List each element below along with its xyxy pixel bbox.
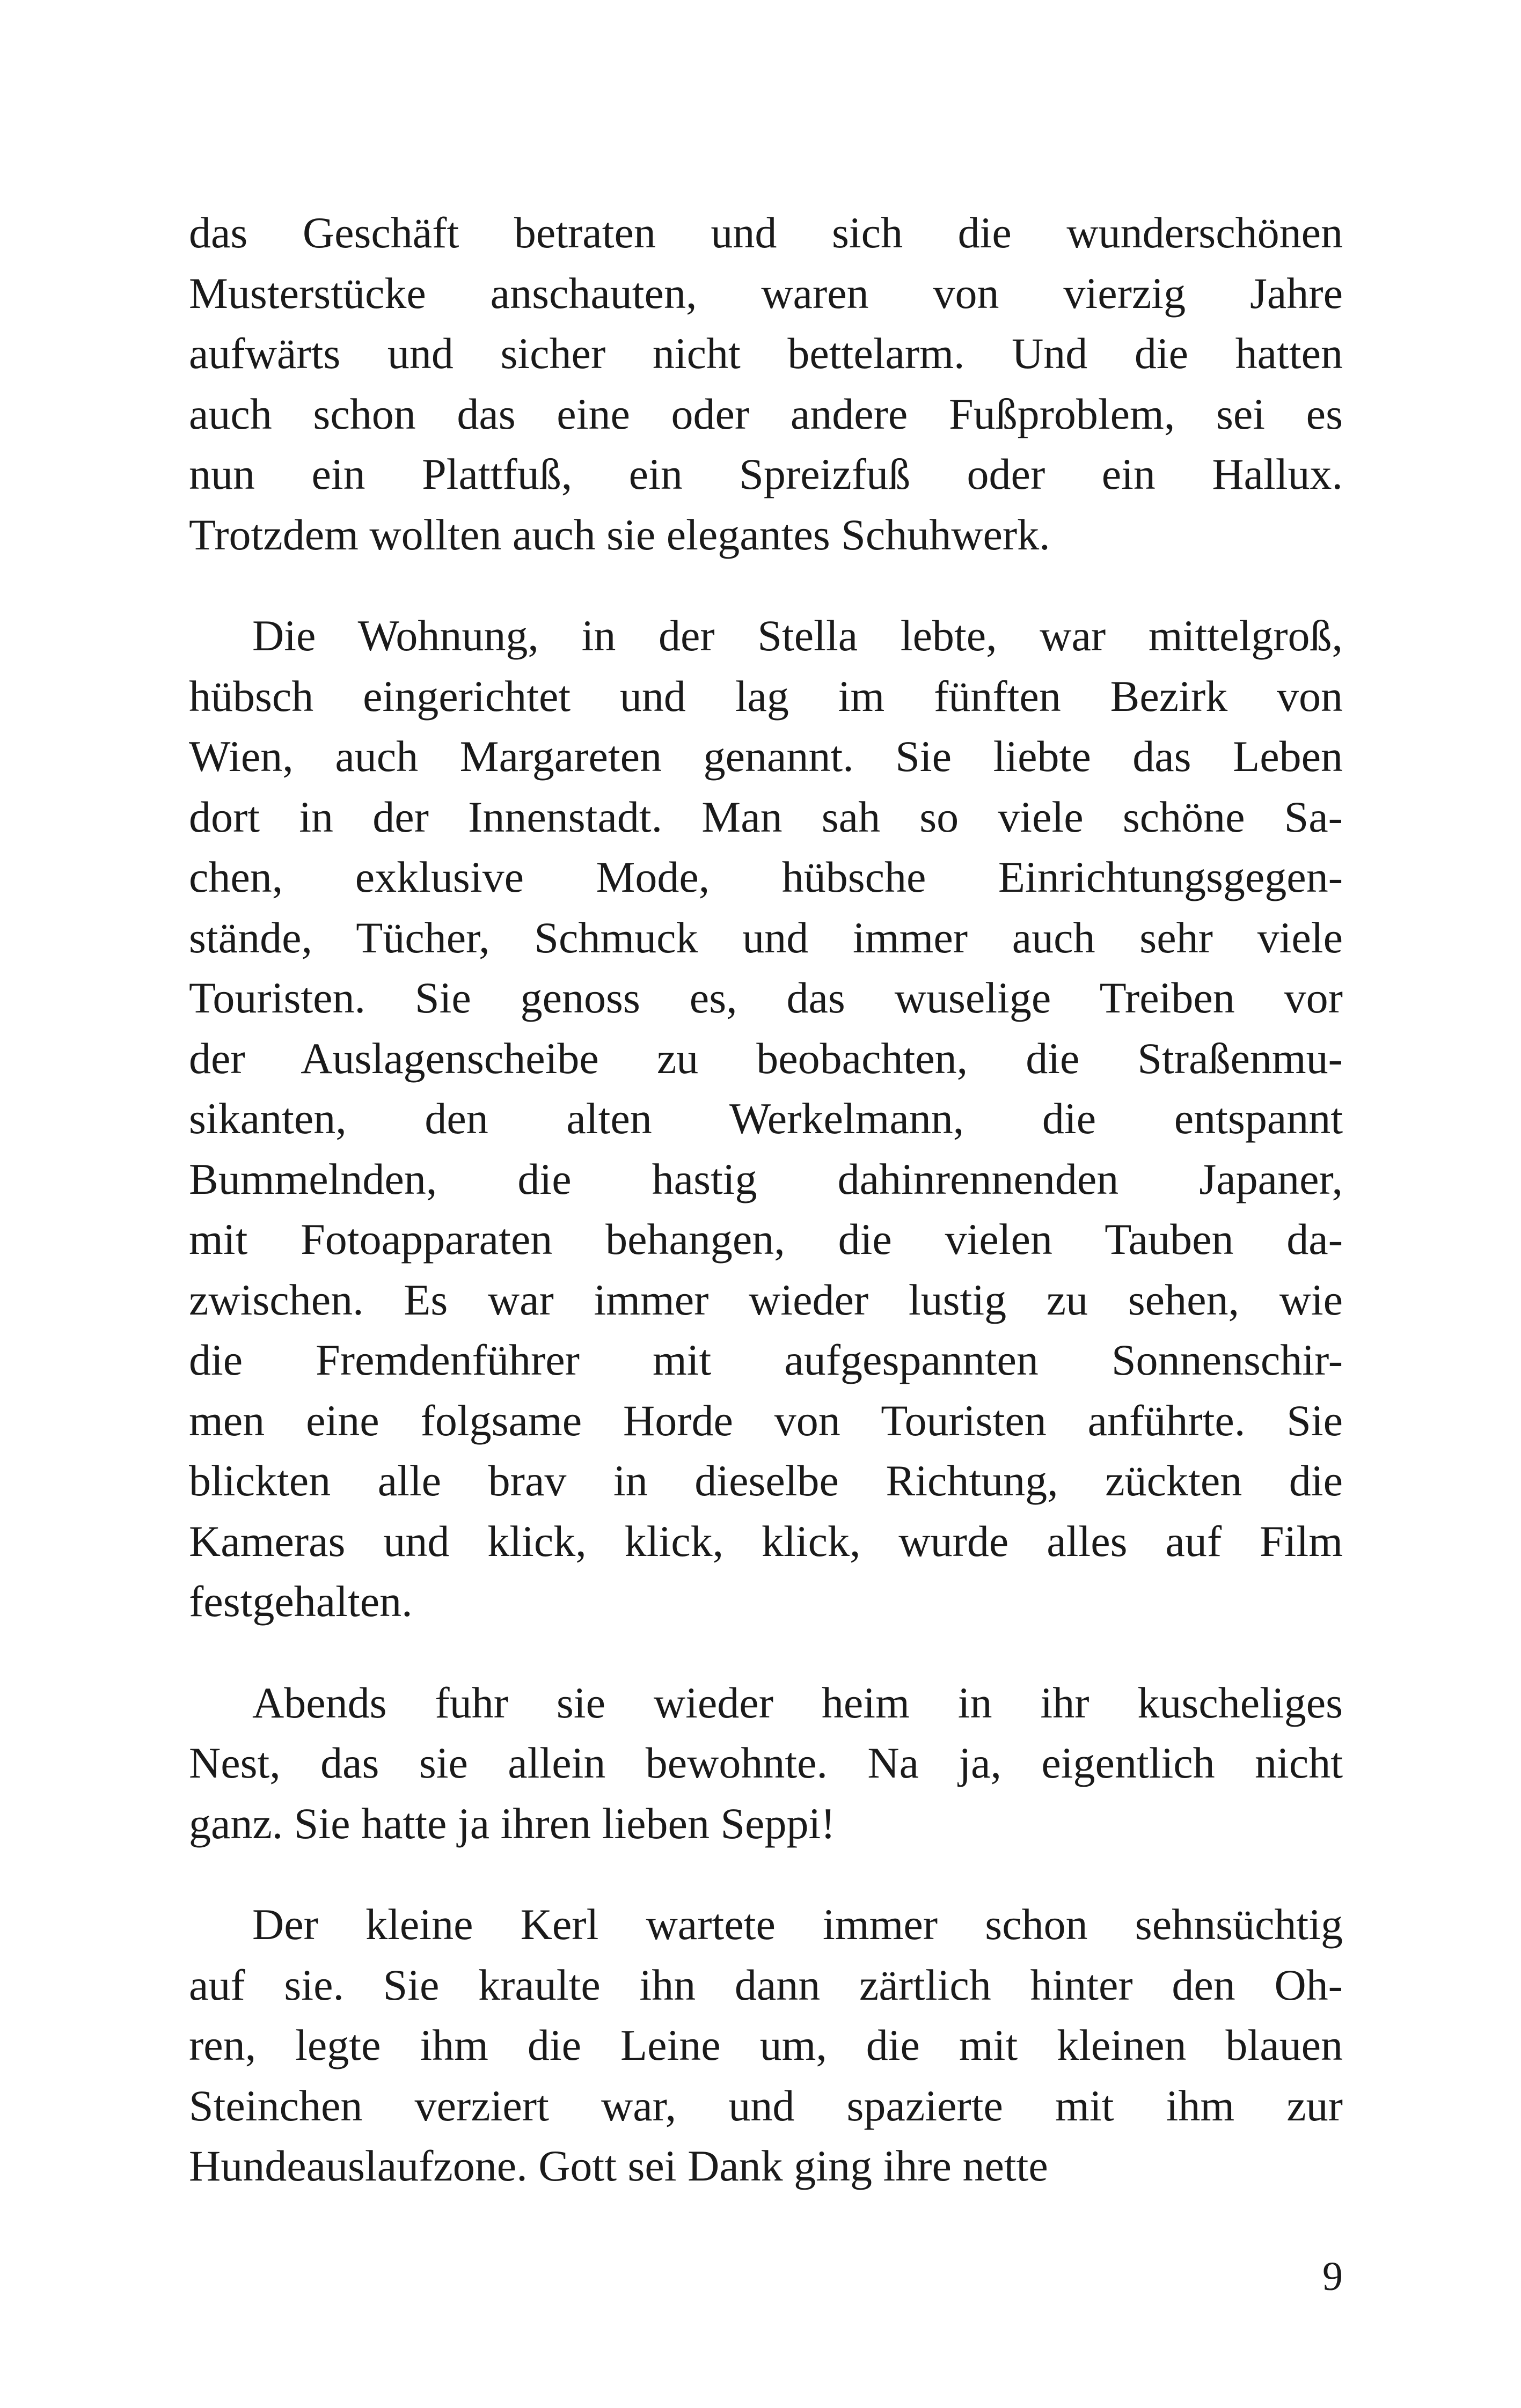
text-line: Hundeauslaufzone. Gott sei Dank ging ihre nette — [189, 2141, 1048, 2190]
text-line: Nest, das sie allein bewohnte. Na ja, eigentlich nicht — [189, 1738, 1343, 1787]
paragraph-spacer — [189, 565, 1343, 606]
text-line: sikanten, den alten Werkelmann, die entspannt — [189, 1094, 1343, 1143]
text-line: ren, legte ihm die Leine um, die mit kleinen blauen — [189, 2021, 1343, 2069]
text-line: Musterstücke anschauten, waren von vierzig Jahre — [189, 268, 1343, 318]
text-line: Abends fuhr sie wieder heim in ihr kuscheliges — [252, 1678, 1343, 1727]
text-line: zwischen. Es war immer wieder lustig zu sehen, wie — [189, 1275, 1343, 1324]
text-line: Touristen. Sie genoss es, das wuselige Treiben vor — [189, 973, 1343, 1022]
text-line: die Fremdenführer mit aufgespannten Sonnenschir- — [189, 1335, 1343, 1384]
paragraph-1 — [189, 203, 1343, 565]
page-body — [189, 203, 1343, 2197]
text-line: hübsch eingerichtet und lag im fünften Bezirk von — [189, 671, 1343, 721]
text-line: stände, Tücher, Schmuck und immer auch sehr viele — [189, 913, 1343, 962]
text-line: auf sie. Sie kraulte ihn dann zärtlich hinter den Oh- — [189, 1960, 1343, 2009]
paragraph-spacer — [189, 1854, 1343, 1895]
paragraph-3 — [189, 1673, 1343, 1854]
paragraph-spacer — [189, 1632, 1343, 1673]
text-line: der Auslagenscheibe zu beobachten, die Straßenmu- — [189, 1033, 1343, 1083]
paragraph-2 — [189, 606, 1343, 1632]
text-line: nun ein Plattfuß, ein Spreizfuß oder ein Hallux. — [189, 450, 1343, 498]
text-line: Wien, auch Margareten genannt. Sie liebte das Leben — [189, 732, 1343, 781]
text-line: dort in der Innenstadt. Man sah so viele schöne Sa- — [189, 792, 1343, 841]
page-number: 9 — [1322, 2254, 1343, 2299]
text-line: men eine folgsame Horde von Touristen anführte. Sie — [189, 1396, 1343, 1445]
text-line: Bummelnden, die hastig dahinrennenden Japaner, — [189, 1154, 1343, 1203]
text-line: ganz. Sie hatte ja ihren lieben Seppi! — [189, 1798, 836, 1848]
text-line: Der kleine Kerl wartete immer schon sehnsüchtig — [252, 1900, 1343, 1949]
text-line: chen, exklusive Mode, hübsche Einrichtungsgegen- — [189, 853, 1343, 901]
text-line: aufwärts und sicher nicht bettelarm. Und die hatten — [189, 329, 1343, 378]
text-line: Kameras und klick, klick, klick, wurde alles auf Film — [189, 1516, 1343, 1566]
paragraph-4 — [189, 1895, 1343, 2197]
text-line: festgehalten. — [189, 1577, 413, 1626]
text-line: Die Wohnung, in der Stella lebte, war mittelgroß, — [252, 611, 1343, 660]
text-line: das Geschäft betraten und sich die wunderschönen — [189, 208, 1343, 257]
text-line: Trotzdem wollten auch sie elegantes Schuhwerk. — [189, 510, 1050, 559]
text-line: auch schon das eine oder andere Fußproblem, sei es — [189, 389, 1343, 438]
text-line: mit Fotoapparaten behangen, die vielen Tauben da- — [189, 1215, 1343, 1264]
text-line: Steinchen verziert war, und spazierte mit ihm zur — [189, 2081, 1343, 2130]
text-line: blickten alle brav in dieselbe Richtung, zückten die — [189, 1456, 1343, 1505]
